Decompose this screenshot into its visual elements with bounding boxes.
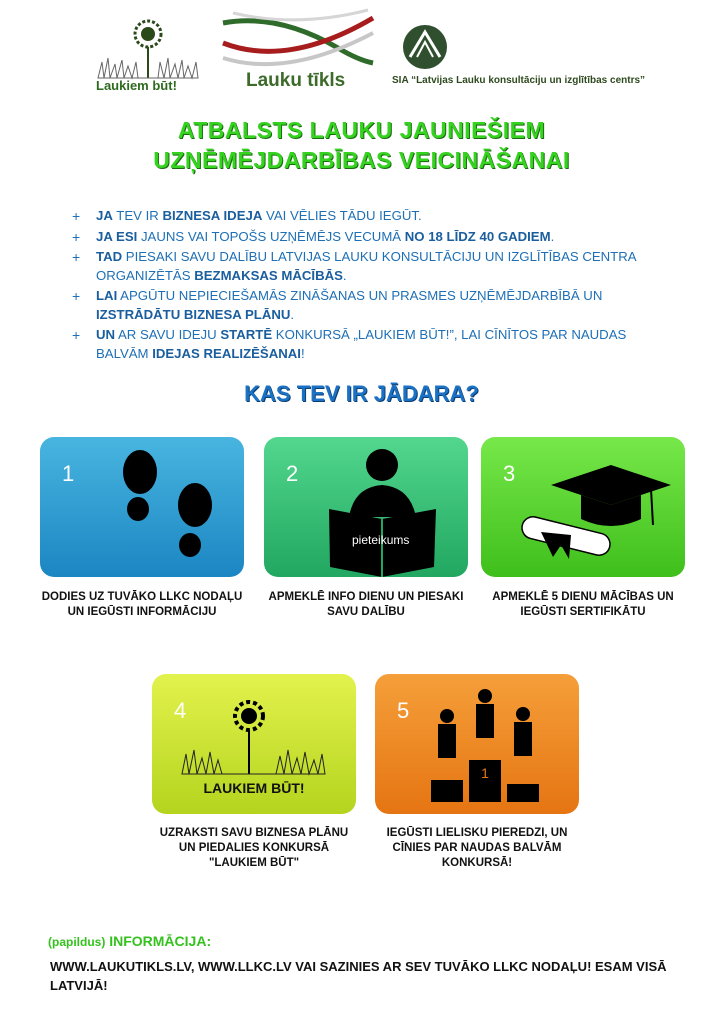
section-heading: KAS TEV IR JĀDARA? — [244, 381, 479, 406]
plus-icon: + — [72, 288, 81, 304]
llkc-logo — [392, 22, 692, 92]
step-5-card — [375, 674, 579, 814]
step-1-card — [40, 437, 244, 577]
logo-mid-text: Lauku tīkls — [246, 70, 346, 91]
step-4-caption: UZRAKSTI SAVU BIZNESA PLĀNU UN PIEDALIES KONKURSĀ "LAUKIEM BŪT" — [159, 827, 349, 869]
logo-left-text: Laukiem būt! — [96, 78, 177, 93]
step-4-card — [152, 674, 356, 814]
footer-text: WWW.LAUKUTIKLS.LV, WWW.LLKC.LV VAI SAZINIES AR SEV TUVĀKO LLKC NODAĻU! ESAM VISĀ LATVIJĀ! — [50, 959, 667, 993]
footprints-icon — [40, 437, 244, 577]
reader-icon — [264, 437, 468, 577]
plus-icon: + — [72, 327, 81, 343]
svg-text:1: 1 — [481, 765, 489, 781]
podium-icon — [375, 674, 579, 814]
logo-right-text: SIA “Latvijas Lauku konsultāciju un izglītības centrs” — [392, 75, 646, 86]
laukiem-but-label: LAUKIEM BŪT! — [203, 780, 305, 796]
crossed-ribbons-icon — [218, 8, 378, 70]
lauku-tikls-logo — [218, 8, 378, 100]
step-number: 5 — [397, 698, 410, 723]
step-number: 4 — [174, 698, 187, 723]
step-2-caption: APMEKLĒ INFO DIENU UN PIESAKI SAVU DALĪBU — [268, 591, 464, 618]
laukiem-but-logo — [88, 12, 208, 102]
bullet-item: + UN AR SAVU IDEJU STARTĒ KONKURSĀ „LAUKIEM BŪT!”, LAI CĪNĪTOS PAR NAUDAS BALVĀM IDEJAS REALIZĒŠANAI! — [72, 327, 627, 361]
step-number: 1 — [62, 461, 75, 486]
step-5-caption: IEGŪSTI LIELISKU PIEREDZI, UN CĪNIES PAR NAUDAS BALVĀM KONKURSĀ! — [386, 827, 568, 869]
bullet-item: + JA ESI JAUNS VAI TOPOŠS UZŅĒMĒJS VECUMĀ NO 18 LĪDZ 40 GADIEM. — [72, 228, 555, 245]
plus-icon: + — [72, 208, 81, 224]
step-number: 3 — [503, 461, 516, 486]
pieteikums-label: pieteikums — [352, 533, 410, 547]
sunflower-logo-icon — [88, 12, 208, 82]
bullet-item: + LAI APGŪTU NEPIECIEŠAMĀS ZINĀŠANAS UN PRASMES UZŅĒMĒJDARBĪBĀ UN IZSTRĀDĀTU BIZNESA PLĀNU. — [72, 288, 603, 322]
bullet-item: + JA TEV IR BIZNESA IDEJA VAI VĒLIES TĀDU IEGŪT. — [72, 208, 422, 224]
step-1-caption: DODIES UZ TUVĀKO LLKC NODAĻU UN IEGŪSTI INFORMĀCIJU — [41, 591, 243, 618]
plus-icon: + — [72, 228, 81, 245]
step-number: 2 — [286, 461, 299, 486]
step-3-caption: APMEKLĒ 5 DIENU MĀCĪBAS UN IEGŪSTI SERTIFIKĀTU — [492, 591, 674, 618]
title-line-1: ATBALSTS LAUKU JAUNIEŠIEM — [177, 117, 546, 143]
title-line-2: UZŅĒMĒJDARBĪBAS VEICINĀŠANAI — [153, 147, 570, 173]
step-3-card — [481, 437, 685, 577]
bullet-list — [72, 207, 672, 365]
graduation-icon — [481, 437, 685, 577]
footer-heading: (papildus) INFORMĀCIJA: — [48, 933, 212, 949]
step-2-card — [264, 437, 468, 577]
llkc-emblem-icon — [400, 22, 450, 72]
plus-icon: + — [72, 249, 81, 265]
bullet-item: + TAD PIESAKI SAVU DALĪBU LATVIJAS LAUKU KONSULTĀCIJU UN IZGLĪTĪBAS CENTRA ORGANIZĒTĀS BEZMAKSAS MĀCĪBĀS. — [72, 249, 636, 283]
